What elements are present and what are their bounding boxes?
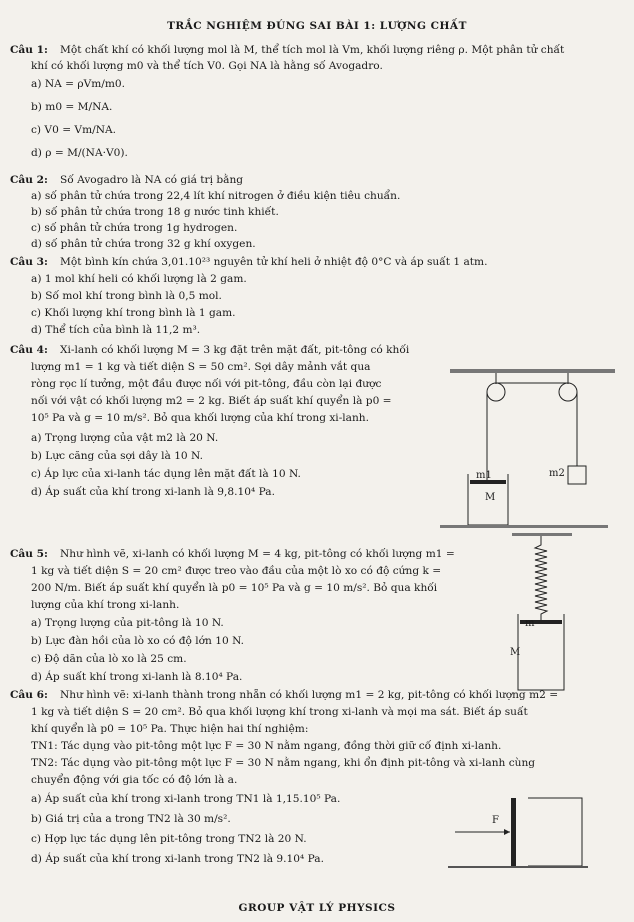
q4-option-c: c) Áp lực của xi-lanh tác dụng lên mặt đất là 10 N. [31, 468, 301, 480]
q1-line: Một chất khí có khối lượng mol là M, thể tích mol là Vm, khối lượng riêng ρ. Một phân tử chất [60, 44, 565, 56]
q4-option-b: b) Lực căng của sợi dây là 10 N. [31, 450, 203, 462]
q4-line: lượng m1 = 1 kg và tiết diện S = 50 cm². Sợi dây mảnh vắt qua [31, 361, 371, 373]
q6-number: Câu 6: [10, 689, 48, 701]
q6-line: TN1: Tác dụng vào pit-tông một lực F = 30 N nằm ngang, đồng thời giữ cố định xi-lanh. [31, 740, 502, 752]
q1-option-a: a) NA = ρVm/m0. [31, 78, 125, 90]
q6-line: 1 kg và tiết diện S = 20 cm². Bỏ qua khối lượng khí trong xi-lanh và mọi ma sát. Biết áp suất [31, 706, 528, 718]
q4-line: nối với vật có khối lượng m2 = 2 kg. Biết áp suất khí quyển là p0 = [31, 395, 392, 407]
q4-option-d: d) Áp suất của khí trong xi-lanh là 9,8.10⁴ Pa. [31, 486, 275, 498]
q6-line: TN2: Tác dụng vào pit-tông một lực F = 30 N nằm ngang, khi ổn định pit-tông và xi-lanh cùng [31, 757, 536, 769]
q4-line: 10⁵ Pa và g = 10 m/s². Bỏ qua khối lượng của khí trong xi-lanh. [31, 412, 369, 424]
page-title: TRẮC NGHIỆM ĐÚNG SAI BÀI 1: LƯỢNG CHẤT [167, 20, 467, 32]
q3-option-b: b) Số mol khí trong bình là 0,5 mol. [31, 290, 222, 302]
q4-label-m2: m2 [549, 468, 565, 479]
q3-option-c: c) Khối lượng khí trong bình là 1 gam. [31, 307, 236, 319]
q3-option-d: d) Thể tích của bình là 11,2 m³. [31, 324, 201, 336]
q5-line: 1 kg và tiết diện S = 20 cm² được treo vào đầu của một lò xo có độ cứng k = [31, 565, 442, 577]
q5-option-a: a) Trọng lượng của pit-tông là 10 N. [31, 617, 224, 629]
q6-piston [511, 798, 516, 866]
q2-line: Số Avogadro là NA có giá trị bằng [60, 174, 244, 186]
q2-option-a: a) số phân tử chứa trong 22,4 lít khí nitrogen ở điều kiện tiêu chuẩn. [31, 190, 401, 202]
q6-line: chuyển động với gia tốc có độ lớn là a. [31, 774, 238, 786]
q4-label-M: M [485, 492, 496, 503]
q1-line: khí có khối lượng m0 và thể tích V0. Gọi NA là hằng số Avogadro. [31, 60, 383, 72]
q5-line: 200 N/m. Biết áp suất khí quyển là p0 = 10⁵ Pa và g = 10 m/s². Bỏ qua khối [31, 582, 438, 594]
q1-option-c: c) V0 = Vm/NA. [31, 124, 116, 136]
q4-line: ròng rọc lí tưởng, một đầu được nối với pit-tông, đầu còn lại được [31, 378, 382, 390]
q4-line: Xi-lanh có khối lượng M = 3 kg đặt trên mặt đất, pit-tông có khối [60, 344, 410, 356]
q5-option-c: c) Độ dãn của lò xo là 25 cm. [31, 653, 187, 665]
q4-number: Câu 4: [10, 344, 48, 356]
q6-option-b: b) Giá trị của a trong TN2 là 30 m/s². [31, 813, 231, 825]
q6-option-d: d) Áp suất của khí trong xi-lanh trong TN2 là 9.10⁴ Pa. [31, 853, 324, 865]
q2-option-b: b) số phân tử chứa trong 18 g nước tinh khiết. [31, 206, 279, 218]
q5-number: Câu 5: [10, 548, 48, 560]
q6-option-a: a) Áp suất của khí trong xi-lanh trong TN1 là 1,15.10⁵ Pa. [31, 793, 341, 805]
q2-number: Câu 2: [10, 174, 48, 186]
q1-option-d: d) ρ = M/(NA·V0). [31, 147, 128, 159]
q4-option-a: a) Trọng lượng của vật m2 là 20 N. [31, 432, 219, 444]
page-footer: GROUP VẬT LÝ PHYSICS [238, 902, 396, 914]
q2-option-c: c) số phân tử chứa trong 1g hydrogen. [31, 222, 238, 234]
q5-line: lượng của khí trong xi-lanh. [31, 599, 180, 611]
q2-option-d: d) số phân tử chứa trong 32 g khí oxygen. [31, 238, 256, 250]
q6-option-c: c) Hợp lực tác dụng lên pit-tông trong TN2 là 20 N. [31, 833, 307, 845]
q6-cylinder [528, 798, 582, 866]
q6-arrowhead [504, 829, 510, 835]
q3-number: Câu 3: [10, 256, 48, 268]
q3-line: Một bình kín chứa 3,01.10²³ nguyên tử khí heli ở nhiệt độ 0°C và áp suất 1 atm. [60, 256, 488, 268]
q5-option-d: d) Áp suất khí trong xi-lanh là 8.10⁴ Pa. [31, 671, 243, 683]
q1-number: Câu 1: [10, 44, 48, 56]
q6-ground [448, 866, 588, 868]
q6-line: Như hình vẽ: xi-lanh thành trong nhẵn có khối lượng m1 = 2 kg, pit-tông có khối lượng m2 = [60, 689, 559, 701]
q5-option-b: b) Lực đàn hồi của lò xo có độ lớn 10 N. [31, 635, 245, 647]
q6-label-F: F [492, 815, 499, 826]
q6-line: khí quyển là p0 = 10⁵ Pa. Thực hiện hai thí nghiệm: [31, 723, 309, 735]
q4-label-m1: m1 [476, 470, 492, 481]
q5-label-m: m [525, 618, 535, 629]
q1-option-b: b) m0 = M/NA. [31, 101, 113, 113]
q5-line: Như hình vẽ, xi-lanh có khối lượng M = 4 kg, pit-tông có khối lượng m1 = [60, 548, 455, 560]
q5-label-M: M [510, 647, 521, 658]
q3-option-a: a) 1 mol khí heli có khối lượng là 2 gam. [31, 273, 247, 285]
